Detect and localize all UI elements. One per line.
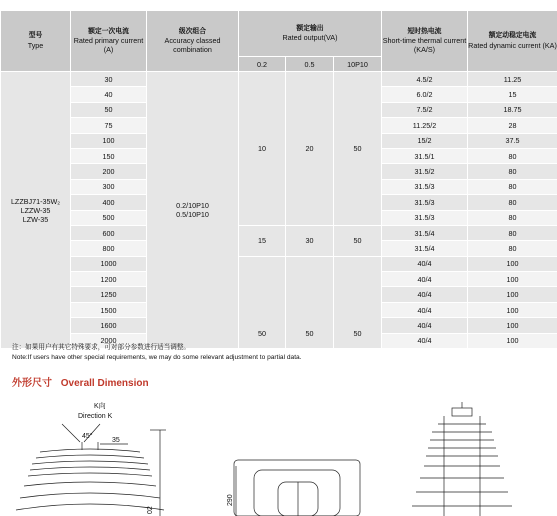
dynamic-cell: 100 xyxy=(468,302,557,317)
thermal-cell: 40/4 xyxy=(382,333,468,348)
current-cell: 40 xyxy=(71,87,147,102)
output-10p10-cell: 50 xyxy=(334,256,382,348)
section-title-cn: 外形尺寸 xyxy=(12,378,52,389)
header-dynamic: 额定动稳定电流 Rated dynamic current (KA) xyxy=(468,11,557,72)
output-10p10-cell: 50 xyxy=(334,72,382,226)
output-10p10-cell: 50 xyxy=(334,225,382,256)
dynamic-cell: 15 xyxy=(468,87,557,102)
current-cell: 200 xyxy=(71,164,147,179)
thermal-cell: 31.5/4 xyxy=(382,225,468,240)
output-0-5-cell: 30 xyxy=(286,225,334,256)
current-cell: 1000 xyxy=(71,256,147,271)
subheader-0-5: 0.5 xyxy=(286,57,334,72)
current-cell: 600 xyxy=(71,225,147,240)
insulator-shed xyxy=(40,449,140,452)
base-outline xyxy=(234,460,360,516)
thermal-cell: 31.5/1 xyxy=(382,148,468,163)
dimension-drawing xyxy=(0,394,557,516)
current-cell: 100 xyxy=(71,133,147,148)
dynamic-cell: 28 xyxy=(468,118,557,133)
thermal-cell: 6.0/2 xyxy=(382,87,468,102)
thermal-cell: 31.5/4 xyxy=(382,241,468,256)
header-primary-current: 额定一次电流 Rated primary current (A) xyxy=(71,11,147,72)
dynamic-cell: 80 xyxy=(468,164,557,179)
model-name: LZZW-35 xyxy=(20,205,51,215)
output-0-5-cell: 20 xyxy=(286,72,334,226)
insulator-shed xyxy=(24,482,156,486)
header-short-time: 短时热电流 Short-time thermal current (KA/S) xyxy=(382,11,468,72)
model-cell xyxy=(1,72,71,349)
thermal-cell: 11.25/2 xyxy=(382,118,468,133)
insulator-shed xyxy=(16,504,164,510)
body-outline xyxy=(254,470,340,516)
model-name: LZW-35 xyxy=(22,214,49,224)
thermal-cell: 40/4 xyxy=(382,318,468,333)
angle-label: 45° xyxy=(82,433,93,440)
thermal-cell: 7.5/2 xyxy=(382,102,468,117)
direction-arrow xyxy=(62,424,80,442)
thermal-cell: 4.5/2 xyxy=(382,72,468,87)
current-cell: 2000 xyxy=(71,333,147,348)
current-cell: 800 xyxy=(71,241,147,256)
current-cell: 500 xyxy=(71,210,147,225)
accuracy-cell xyxy=(147,72,239,349)
current-cell: 75 xyxy=(71,118,147,133)
table-row xyxy=(1,256,557,271)
dynamic-cell: 100 xyxy=(468,287,557,302)
output-0-2-cell: 50 xyxy=(239,256,286,348)
dim-label-02: 02 xyxy=(147,506,154,514)
thermal-cell: 15/2 xyxy=(382,133,468,148)
thermal-cell: 31.5/3 xyxy=(382,179,468,194)
dynamic-cell: 80 xyxy=(468,241,557,256)
current-cell: 1250 xyxy=(71,287,147,302)
thermal-cell: 31.5/3 xyxy=(382,210,468,225)
top-terminal xyxy=(452,408,472,416)
dynamic-cell: 80 xyxy=(468,148,557,163)
header-type: 型号 Type xyxy=(1,11,71,72)
insulator-shed xyxy=(32,461,148,464)
header-accuracy: 级次组合 Accuracy classed combination xyxy=(147,11,239,72)
current-cell: 1500 xyxy=(71,302,147,317)
dynamic-cell: 100 xyxy=(468,318,557,333)
dynamic-cell: 11.25 xyxy=(468,72,557,87)
insulator-front-view xyxy=(412,402,512,516)
current-cell: 1600 xyxy=(71,318,147,333)
table-row xyxy=(1,225,557,240)
dynamic-cell: 37.5 xyxy=(468,133,557,148)
output-0-2-cell: 15 xyxy=(239,225,286,256)
dynamic-cell: 100 xyxy=(468,272,557,287)
dynamic-cell: 100 xyxy=(468,256,557,271)
note-cn: 注：如果用户有其它特殊要求，可对部分参数进行适当调整。 xyxy=(12,344,191,351)
dim-label-290: 290 xyxy=(227,494,234,506)
accuracy-value: 0.2/10P10 xyxy=(176,201,209,211)
section-title xyxy=(12,374,149,389)
insulator-shed xyxy=(28,473,152,476)
dynamic-cell: 80 xyxy=(468,210,557,225)
insulator-shed xyxy=(30,467,150,470)
dynamic-cell: 100 xyxy=(468,333,557,348)
table-row xyxy=(1,72,557,87)
insulator-shed xyxy=(36,455,144,458)
direction-label-en: Direction K xyxy=(78,413,113,420)
current-cell: 1200 xyxy=(71,272,147,287)
current-cell: 150 xyxy=(71,148,147,163)
output-0-2-cell: 10 xyxy=(239,72,286,226)
current-cell: 300 xyxy=(71,179,147,194)
thermal-cell: 31.5/2 xyxy=(382,164,468,179)
thermal-cell: 31.5/3 xyxy=(382,195,468,210)
header-rated-output: 额定输出 Rated output(VA) xyxy=(239,11,382,57)
spec-table xyxy=(0,10,557,349)
subheader-0-2: 0.2 xyxy=(239,57,286,72)
notes xyxy=(12,343,552,363)
dynamic-cell: 80 xyxy=(468,195,557,210)
dynamic-cell: 18.75 xyxy=(468,102,557,117)
current-cell: 30 xyxy=(71,72,147,87)
subheader-10p10: 10P10 xyxy=(334,57,382,72)
accuracy-value: 0.5/10P10 xyxy=(176,210,209,220)
direction-label-cn: K向 xyxy=(94,403,106,410)
dynamic-cell: 80 xyxy=(468,179,557,194)
dim-label-35: 35 xyxy=(112,437,120,444)
thermal-cell: 40/4 xyxy=(382,256,468,271)
section-title-en: Overall Dimension xyxy=(60,378,149,389)
thermal-cell: 40/4 xyxy=(382,272,468,287)
insulator-shed xyxy=(20,493,160,498)
thermal-cell: 40/4 xyxy=(382,287,468,302)
current-cell: 400 xyxy=(71,195,147,210)
thermal-cell: 40/4 xyxy=(382,302,468,317)
insulator-top-view xyxy=(234,460,360,516)
dynamic-cell: 80 xyxy=(468,225,557,240)
current-cell: 50 xyxy=(71,102,147,117)
note-en: Note:If users have other special requirements, we may do some relevant adjustment to partial data. xyxy=(12,354,302,361)
model-name: LZZBJ71-35W₂ xyxy=(10,196,61,206)
output-0-5-cell: 50 xyxy=(286,256,334,348)
